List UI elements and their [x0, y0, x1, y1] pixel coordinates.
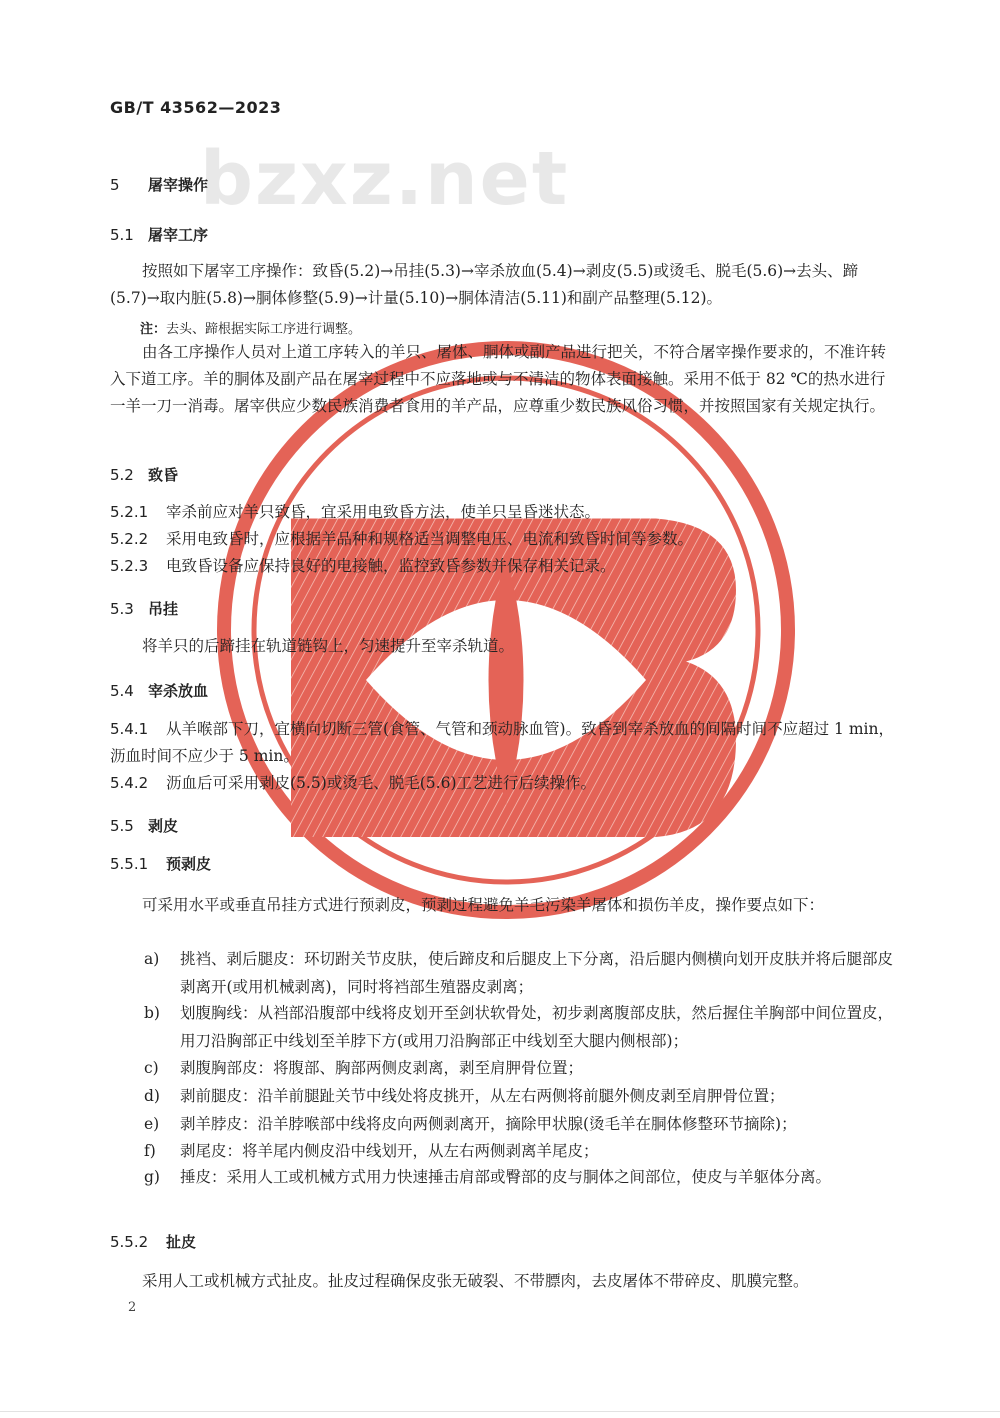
list-item-a: a) 挑裆、剥后腿皮：环切跗关节皮肤，使后蹄皮和后腿皮上下分离，沿后腿内侧横向划开皮肤并将后腿部皮剥离开(或用机械剥离)，同时将裆部生殖器皮剥离； — [144, 950, 894, 996]
list-item-b: b) 划腹胸线：从裆部沿腹部中线将皮划开至剑状软骨处，初步剥离腹部皮肤，然后握住羊胸部中间位置皮，用刀沿胸部正中线划至羊脖下方(或用刀沿胸部正中线划至大腿内侧根部)； — [144, 1004, 894, 1050]
clause-5-2-1: 5.2.1 宰杀前应对羊只致昏，宜采用电致昏方法，使羊只呈昏迷状态。 — [110, 503, 601, 521]
list-item-e: e) 剥羊脖皮：沿羊脖喉部中线将皮向两侧剥离开，摘除甲状腺(烫毛羊在胴体修整环节摘除)； — [144, 1115, 797, 1133]
section-5-5-1-intro: 可采用水平或垂直吊挂方式进行预剥皮，预剥过程避免羊毛污染羊屠体和损伤羊皮，操作要点如下： — [142, 896, 825, 914]
watermark-text: bzxz.net — [200, 136, 570, 222]
section-5-5-heading: 5.5 剥皮 — [110, 817, 179, 835]
clause-5-4-1: 5.4.1 从羊喉部下刀，宜横向切断三管(食管、气管和颈动脉血管)。致昏到宰杀放血的间隔时间不应超过 1 min，沥血时间不应少于 5 min。 — [110, 720, 894, 765]
section-5-5-2-text: 采用人工或机械方式扯皮。扯皮过程确保皮张无破裂、不带膘肉，去皮屠体不带碎皮、肌膜完整。 — [142, 1272, 809, 1290]
section-5-5-1-heading: 5.5.1 预剥皮 — [110, 855, 212, 873]
section-5-1-note: 注：去头、蹄根据实际工序进行调整。 — [140, 322, 362, 337]
clause-5-2-3: 5.2.3 电致昏设备应保持良好的电接触，监控致昏参数并保存相关记录。 — [110, 557, 616, 575]
page-number: 2 — [128, 1300, 137, 1315]
list-item-c: c) 剥腹胸部皮：将腹部、胸部两侧皮剥离，剥至肩胛骨位置； — [144, 1059, 584, 1077]
list-item-f: f) 剥尾皮：将羊尾内侧皮沿中线划开，从左右两侧剥离羊尾皮； — [144, 1142, 599, 1160]
section-5-1-heading: 5.1 屠宰工序 — [110, 226, 209, 244]
page-bottom-divider — [0, 1411, 1000, 1412]
section-5-1-paragraph: 由各工序操作人员对上道工序转入的羊只、屠体、胴体或副产品进行把关，不符合屠宰操作要求的，不准许转入下道工序。羊的胴体及副产品在屠宰过程中不应落地或与不清洁的物体表面接触。采用不低于 82 ℃的热水进行一羊一刀一消毒。屠宰供应少数民族消费者食用的羊产品，应尊重少数民族风俗习惯，并按照国家有关规定执行。 — [110, 343, 887, 415]
official-seal-icon — [216, 340, 796, 920]
section-5-5-2-heading: 5.5.2 扯皮 — [110, 1233, 197, 1251]
list-item-g: g) 捶皮：采用人工或机械方式用力快速捶击肩部或臀部的皮与胴体之间部位，使皮与羊躯体分离。 — [144, 1168, 832, 1186]
clause-5-2-2: 5.2.2 采用电致昏时，应根据羊品种和规格适当调整电压、电流和致昏时间等参数。 — [110, 530, 694, 548]
section-5-4-heading: 5.4 宰杀放血 — [110, 682, 209, 700]
section-5-3-heading: 5.3 吊挂 — [110, 600, 179, 618]
list-item-d: d) 剥前腿皮：沿羊前腿趾关节中线处将皮挑开，从左右两侧将前腿外侧皮剥至肩胛骨位置； — [144, 1087, 785, 1105]
section-5-2-heading: 5.2 致昏 — [110, 466, 179, 484]
section-5-1-process: 按照如下屠宰工序操作：致昏(5.2)→吊挂(5.3)→宰杀放血(5.4)→剥皮(5.5)或烫毛、脱毛(5.6)→去头、蹄(5.7)→取内脏(5.8)→胴体修整(5.9)→计量(5.10)→胴体清洁(5.11)和副产品整理(5.12)。 — [110, 262, 859, 307]
section-5-3-text: 将羊只的后蹄挂在轨道链钩上，匀速提升至宰杀轨道。 — [142, 637, 515, 655]
clause-5-4-2: 5.4.2 沥血后可采用剥皮(5.5)或烫毛、脱毛(5.6)工艺进行后续操作。 — [110, 774, 596, 792]
section-5-heading: 5 屠宰操作 — [110, 176, 209, 194]
standard-code: GB/T 43562—2023 — [110, 98, 282, 117]
